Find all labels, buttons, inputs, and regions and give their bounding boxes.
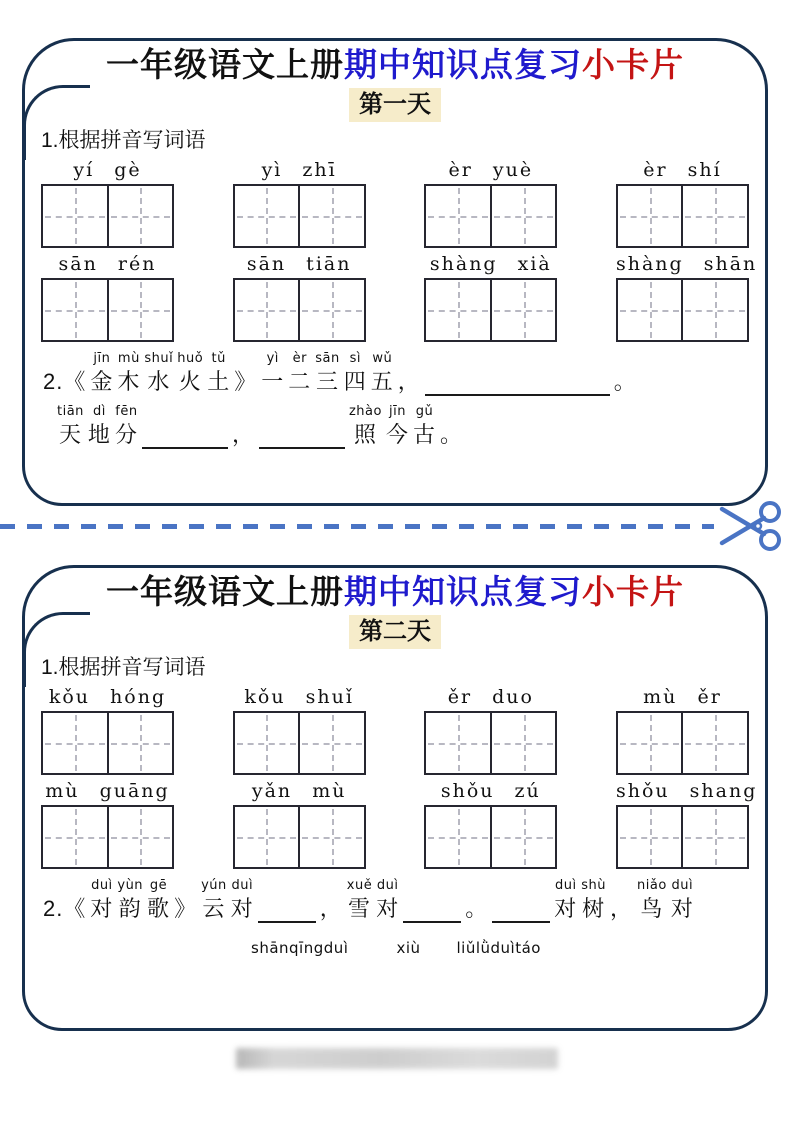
writing-grid (616, 805, 749, 869)
title-part-black: 一年级语文上册 (106, 573, 344, 610)
pinyin-ruby (474, 878, 479, 894)
word-item (41, 778, 174, 869)
task2-lines (39, 351, 751, 449)
pinyin-ruby: shuǐ (144, 351, 174, 366)
review-card-day1 (22, 38, 768, 506)
ruby-segment (147, 878, 170, 923)
blank-line (258, 878, 316, 923)
ruby-segment (261, 351, 284, 396)
grid-cell (235, 713, 299, 773)
word-item (233, 778, 366, 869)
pinyin-label: ěr duo (447, 686, 534, 708)
hanzi-text: 木 (117, 369, 141, 394)
hanzi-text: 对 (554, 896, 578, 921)
pinyin-ruby (243, 351, 248, 367)
writing-grid (424, 278, 557, 342)
scissors-icon (714, 499, 786, 553)
grid-cell (426, 186, 490, 246)
ruby-segment (349, 404, 382, 449)
ruby-segment (396, 939, 420, 957)
word-item (41, 251, 174, 342)
writing-grid (41, 184, 174, 248)
pinyin-ruby: jīn (93, 351, 111, 366)
pinyin-ruby: yún (201, 878, 227, 893)
pinyin-ruby: yùn (117, 878, 144, 893)
word-item (616, 684, 749, 775)
page-title (39, 572, 751, 612)
ruby-segment (177, 351, 203, 396)
word-item (424, 251, 557, 342)
pinyin-label: shǒu shang (615, 780, 758, 802)
pinyin-ruby: wǔ (372, 351, 393, 366)
pinyin-ruby: xiù (396, 939, 421, 957)
pinyin-label: mù guāng (45, 780, 170, 802)
ruby-segment (320, 878, 343, 923)
pinyin-ruby (241, 404, 246, 420)
hanzi-text: ， (397, 369, 421, 394)
task1-label: 1.根据拼音写词语 (41, 656, 206, 679)
pinyin-ruby: gē (149, 878, 168, 893)
blank-line (142, 404, 228, 449)
grid-cell (235, 280, 299, 340)
grid-cell (298, 713, 364, 773)
pinyin-label: yǎn mù (251, 780, 347, 802)
blank-underline (425, 367, 610, 396)
ruby-segment (637, 878, 667, 923)
grid-cell (107, 713, 173, 773)
ruby-segment (288, 351, 311, 396)
pinyin-label: yì zhī (261, 159, 337, 181)
pinyin-label: kǒu shuǐ (244, 686, 354, 708)
ruby-segment (232, 404, 255, 449)
word-item (41, 157, 174, 248)
pinyin-ruby: shānqīngduì (251, 939, 349, 957)
hanzi-text: 一 (261, 369, 285, 394)
grid-cell (681, 186, 747, 246)
ruby-segment (465, 878, 488, 923)
ruby-segment (614, 351, 637, 396)
grid-cell (618, 807, 682, 867)
writing-grid (41, 805, 174, 869)
word-item (424, 684, 557, 775)
ruby-segment (386, 404, 409, 449)
blank-underline (258, 894, 316, 923)
title-part-blue: 期中知识点复习 (344, 46, 582, 83)
word-item (233, 157, 366, 248)
hanzi-text: 二 (288, 369, 312, 394)
blank-underline (492, 894, 550, 923)
writing-grid (424, 711, 557, 775)
hanzi-text: 土 (207, 369, 231, 394)
pinyin-ruby (619, 878, 624, 894)
pinyin-ruby: duì (376, 878, 399, 893)
pinyin-label: èr yuè (448, 159, 534, 181)
pinyin-label: mù ěr (643, 686, 722, 708)
grid-cell (618, 186, 682, 246)
task2-line (41, 939, 751, 957)
pinyin-ruby: zhào (348, 404, 382, 419)
hanzi-text: 鸟 (640, 896, 664, 921)
pinyin-label: sān rén (58, 253, 157, 275)
grid-cell (43, 280, 107, 340)
grid-cell (43, 713, 107, 773)
word-item (233, 251, 366, 342)
blank-underline (403, 894, 461, 923)
ruby-segment (234, 351, 257, 396)
hanzi-text: ， (319, 896, 343, 921)
day-row (39, 88, 751, 124)
pinyin-ruby: gǔ (415, 404, 434, 419)
writing-grid (233, 711, 366, 775)
hanzi-text: 。 (613, 369, 637, 394)
pinyin-ruby: èr (292, 351, 307, 366)
ruby-segment (371, 351, 394, 396)
word-item (615, 251, 758, 342)
ruby-segment (344, 351, 367, 396)
pinyin-ruby (62, 351, 67, 367)
hanzi-text: 照 (353, 422, 377, 447)
ruby-segment (201, 878, 227, 923)
hanzi-text: 韵 (118, 896, 142, 921)
pinyin-label: èr shí (643, 159, 722, 181)
pinyin-ruby (449, 404, 454, 420)
pinyin-ruby: sān (315, 351, 340, 366)
task2-line (41, 404, 751, 449)
grid-cell (426, 807, 490, 867)
grid-cell (681, 807, 747, 867)
blank-line (259, 404, 345, 449)
ruby-segment (117, 351, 140, 396)
hanzi-text: 五 (370, 369, 394, 394)
page-title (39, 45, 751, 85)
grid-cell (43, 186, 107, 246)
ruby-segment (413, 404, 436, 449)
grid-cell (681, 280, 747, 340)
pinyin-ruby (329, 878, 334, 894)
blank-line (425, 351, 610, 396)
grid-cell (298, 186, 364, 246)
grid-cell (681, 713, 747, 773)
grid-cell (107, 807, 173, 867)
title-part-red: 小卡片 (582, 573, 684, 610)
pinyin-label: shǒu zú (440, 780, 541, 802)
word-grid-rows (39, 157, 758, 342)
pinyin-ruby: mù (117, 351, 140, 366)
pinyin-ruby: jīn (388, 404, 406, 419)
blank-line (403, 878, 461, 923)
pinyin-ruby (183, 878, 188, 894)
ruby-segment (88, 404, 111, 449)
grid-cell (426, 280, 490, 340)
hanzi-text: 金 (90, 369, 114, 394)
grid-cell (235, 186, 299, 246)
writing-grid (41, 711, 174, 775)
pinyin-label: sān tiān (246, 253, 352, 275)
pinyin-ruby: duì (231, 878, 254, 893)
blank-underline (259, 420, 345, 449)
ruby-segment (347, 878, 372, 923)
task2-lines (39, 878, 751, 957)
grid-cell (490, 186, 556, 246)
pinyin-ruby: tiān (57, 404, 84, 419)
ruby-segment (231, 878, 254, 923)
grid-cell (107, 186, 173, 246)
pinyin-ruby: sì (349, 351, 361, 366)
ruby-segment (315, 351, 339, 396)
hanzi-text: 2.《 (43, 896, 87, 921)
hanzi-text: 对 (670, 896, 694, 921)
pinyin-label: kǒu hóng (48, 686, 167, 708)
day-badge: 第一天 (349, 88, 441, 122)
hanzi-text: 四 (343, 369, 367, 394)
writing-grid (616, 184, 749, 248)
pinyin-ruby: duì (671, 878, 694, 893)
title-part-red: 小卡片 (582, 46, 684, 83)
grid-cell (490, 713, 556, 773)
writing-grid (41, 278, 174, 342)
hanzi-text: 今 (385, 422, 409, 447)
title-part-black: 一年级语文上册 (106, 46, 344, 83)
hanzi-text: 雪 (347, 896, 371, 921)
ruby-segment (90, 878, 113, 923)
task1-label: 1.根据拼音写词语 (41, 129, 206, 152)
task2-line (41, 878, 751, 923)
word-item (616, 157, 749, 248)
writing-grid (424, 184, 557, 248)
ruby-segment (90, 351, 113, 396)
ruby-segment (207, 351, 230, 396)
blurred-watermark (236, 1048, 558, 1069)
grid-cell (107, 280, 173, 340)
hanzi-text: 2.《 (43, 369, 87, 394)
pinyin-ruby (62, 878, 67, 894)
hanzi-text: 云 (202, 896, 226, 921)
hanzi-text: 。 (465, 896, 489, 921)
hanzi-text: 》 (174, 896, 198, 921)
day-row (39, 615, 751, 651)
grid-cell (618, 713, 682, 773)
ruby-segment (57, 404, 84, 449)
word-grid-rows (39, 684, 758, 869)
ruby-segment (251, 939, 348, 957)
ruby-segment (115, 404, 138, 449)
word-row (39, 251, 758, 342)
ruby-segment (581, 878, 606, 923)
writing-grid (424, 805, 557, 869)
hanzi-text: 天 (58, 422, 82, 447)
hanzi-text: 地 (87, 422, 111, 447)
hanzi-text: 对 (230, 896, 254, 921)
ruby-segment (43, 878, 86, 923)
hanzi-text: 三 (316, 369, 340, 394)
ruby-segment (144, 351, 173, 396)
word-row (39, 684, 751, 775)
pinyin-ruby: tǔ (211, 351, 226, 366)
hanzi-text: 古 (412, 422, 436, 447)
grid-cell (298, 807, 364, 867)
writing-grid (233, 805, 366, 869)
hanzi-text: 。 (439, 422, 463, 447)
pinyin-ruby (407, 351, 412, 367)
task2-line (41, 351, 751, 396)
ruby-segment (554, 878, 577, 923)
pinyin-ruby: shù (581, 878, 607, 893)
writing-grid (616, 278, 749, 342)
word-item (424, 157, 557, 248)
hanzi-text: 》 (234, 369, 258, 394)
pinyin-ruby: dì (92, 404, 106, 419)
hanzi-text: ， (610, 896, 634, 921)
blank-underline (142, 420, 228, 449)
grid-cell (490, 807, 556, 867)
ruby-segment (376, 878, 399, 923)
word-item (41, 684, 174, 775)
day-badge: 第二天 (349, 615, 441, 649)
ruby-segment (43, 351, 86, 396)
grid-cell (298, 280, 364, 340)
writing-grid (233, 184, 366, 248)
ruby-segment (174, 878, 197, 923)
pinyin-ruby: duì (554, 878, 577, 893)
pinyin-label: shàng xià (429, 253, 552, 275)
grid-cell (426, 713, 490, 773)
word-item (615, 778, 758, 869)
pinyin-ruby: liǔlǜduìtáo (456, 939, 541, 957)
word-row (39, 157, 751, 248)
word-item (233, 684, 366, 775)
pinyin-ruby (623, 351, 628, 367)
ruby-segment (457, 939, 541, 957)
pinyin-label: yí gè (73, 159, 142, 181)
hanzi-text: 分 (114, 422, 138, 447)
pinyin-ruby: xuě (346, 878, 373, 893)
pinyin-ruby: niǎo (637, 878, 667, 893)
title-part-blue: 期中知识点复习 (344, 573, 582, 610)
grid-cell (490, 280, 556, 340)
blank-line (492, 878, 550, 923)
hanzi-text: ， (231, 422, 255, 447)
writing-grid (616, 711, 749, 775)
ruby-segment (398, 351, 421, 396)
ruby-segment (610, 878, 633, 923)
pinyin-ruby: yì (266, 351, 279, 366)
hanzi-text: 对 (376, 896, 400, 921)
pinyin-ruby: duì (91, 878, 113, 893)
pinyin-ruby: fēn (115, 404, 138, 419)
writing-grid (233, 278, 366, 342)
grid-cell (43, 807, 107, 867)
hanzi-text: 水 (147, 369, 171, 394)
word-item (424, 778, 557, 869)
pinyin-label: shàng shān (615, 253, 758, 275)
grid-cell (235, 807, 299, 867)
hanzi-text: 火 (178, 369, 202, 394)
grid-cell (618, 280, 682, 340)
hanzi-text: 树 (582, 896, 606, 921)
review-card-day2 (22, 565, 768, 1031)
ruby-segment (671, 878, 694, 923)
pinyin-ruby: huǒ (177, 351, 204, 366)
word-row (39, 778, 758, 869)
cut-line (0, 524, 714, 529)
ruby-segment (440, 404, 463, 449)
hanzi-text: 对 (90, 896, 114, 921)
ruby-segment (117, 878, 143, 923)
hanzi-text: 歌 (147, 896, 171, 921)
